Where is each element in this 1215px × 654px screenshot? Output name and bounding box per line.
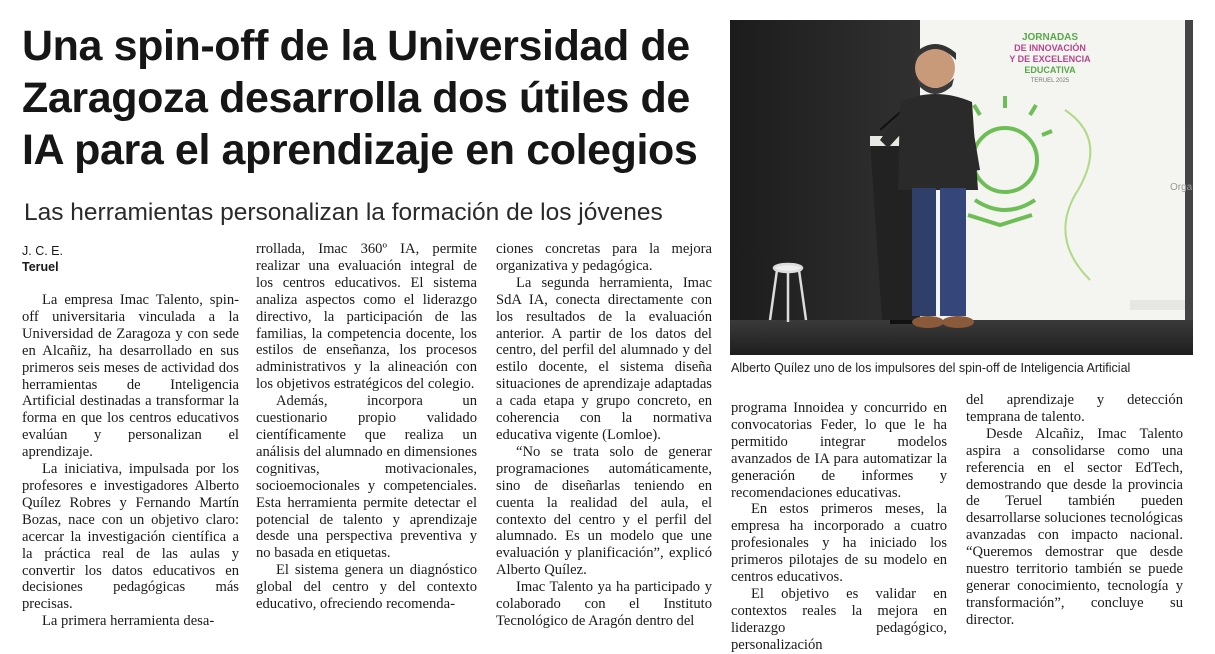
paragraph: ciones concretas para la mejora organizativa y pedagógica. [496, 241, 712, 274]
byline-author: J. C. E. [22, 244, 63, 258]
banner-line: Y DE EXCELENCIA [1009, 54, 1091, 64]
paragraph: Imac Talento ya ha participado y colaborado con el Instituto Tecnológico de Aragón dentro del [496, 579, 712, 629]
headline-line: IA para el aprendizaje en colegios [22, 126, 698, 174]
photo-caption: Alberto Quílez uno de los impulsores del spin-off de Inteligencia Artificial [731, 361, 1131, 375]
headline [22, 20, 722, 176]
paragraph: “No se trata solo de generar programaciones automáticamente, sino de diseñarlas teniendo en cuenta la realidad del aula, el contexto del centro y el perfil del alumnado. Es un modelo que une evaluación y planificación”, explicó Alberto Quílez. [496, 443, 712, 579]
article-column-5 [966, 392, 1183, 629]
paragraph: En estos primeros meses, la empresa ha incorporado a cuatro profesionales y ha iniciado los primeros pilotajes de su modelo en centros educativos. [731, 501, 947, 586]
paragraph: programa Innoidea y concurrido en convocatorias Feder, lo que le ha permitido integrar modelos avanzados de IA para automatizar la generación de informes y recomendaciones educativas. [731, 400, 947, 501]
article-column-3 [496, 241, 712, 630]
banner-line: DE INNOVACIÓN [1014, 43, 1086, 53]
paragraph: La segunda herramienta, Imac SdA IA, conecta directamente con los resultados de la evaluación anterior. A partir de los datos del centro, del perfil del alumnado y del estilo docente, el sistema diseña situaciones de aprendizaje adaptadas a cada etapa y grupo concreto, en coherencia con la normativa educativa vigente (Lomloe). [496, 274, 712, 443]
article-column-4 [731, 400, 947, 654]
headline-line: Una spin-off de la Universidad de [22, 22, 690, 70]
banner-line: TERUEL 2025 [1030, 78, 1070, 84]
svg-text:Orga: Orga [1170, 182, 1193, 193]
banner-line: JORNADAS [1021, 32, 1079, 43]
paragraph: El sistema genera un diagnóstico global del centro y del contexto educativo, ofreciendo recomenda- [256, 562, 477, 613]
headline-line: Zaragoza desarrolla dos útiles de [22, 74, 690, 122]
paragraph: El objetivo es validar en contextos reales la mejora en liderazgo pedagógico, personalización [731, 585, 947, 653]
byline-location: Teruel [22, 260, 59, 274]
paragraph: Desde Alcañiz, Imac Talento aspira a consolidarse como una referencia en el sector EdTech, demostrando que desde la provincia de Teruel también pueden desarrollarse soluciones tecnológicas avanzadas con impacto nacional. “Queremos demostrar que desde nuestro territorio también se puede generar conocimiento, tecnología y transformación”, concluye su director. [966, 425, 1183, 628]
paragraph: La primera herramienta desa- [42, 613, 215, 630]
paragraph: Además, incorpora un cuestionario propio validado científicamente que realiza un análisis del alumnado en dimensiones cognitivas, motivacionales, socioemocionales y competenciales. Esta herramienta permite detectar el potencial de talento y aprendizaje desde una perspectiva preventiva y no basada en etiquetas. [256, 393, 477, 562]
subheadline: Las herramientas personalizan la formación de los jóvenes [24, 199, 663, 226]
article-column-2 [256, 241, 477, 613]
paragraph: La empresa Imac Talento, spin-off universitaria vinculada a la Universidad de Zaragoza y con sede en Alcañiz, ha desarrollado en sus primeros seis meses de actividad dos herramientas de Inteligencia Artificial destinadas a transformar la forma en que los centros educativos evalúan y personalizan el aprendizaje. [22, 292, 239, 461]
paragraph: La iniciativa, impulsada por los profesores e investigadores Alberto Quílez Robres y Fernando Martín Bozas, nace con un objetivo claro: acercar la investigación científica a la práctica real de las aulas y convertir los datos educativos en decisiones pedagógicas más precisas. [22, 461, 239, 613]
paragraph: del aprendizaje y detección temprana de talento. [966, 392, 1183, 425]
article-column-1 [22, 292, 239, 630]
paragraph: rrollada, Imac 360º IA, permite realizar una evaluación integral de los centros educativos. El sistema analiza aspectos como el liderazgo directivo, la participación de las familias, la competencia docente, los estilos de enseñanza, los procesos administrativos y la alineación con los objetivos estratégicos del colegio. [256, 241, 477, 393]
byline [22, 243, 63, 275]
article-photo [730, 20, 1193, 355]
banner-line: EDUCATIVA [1024, 65, 1076, 75]
